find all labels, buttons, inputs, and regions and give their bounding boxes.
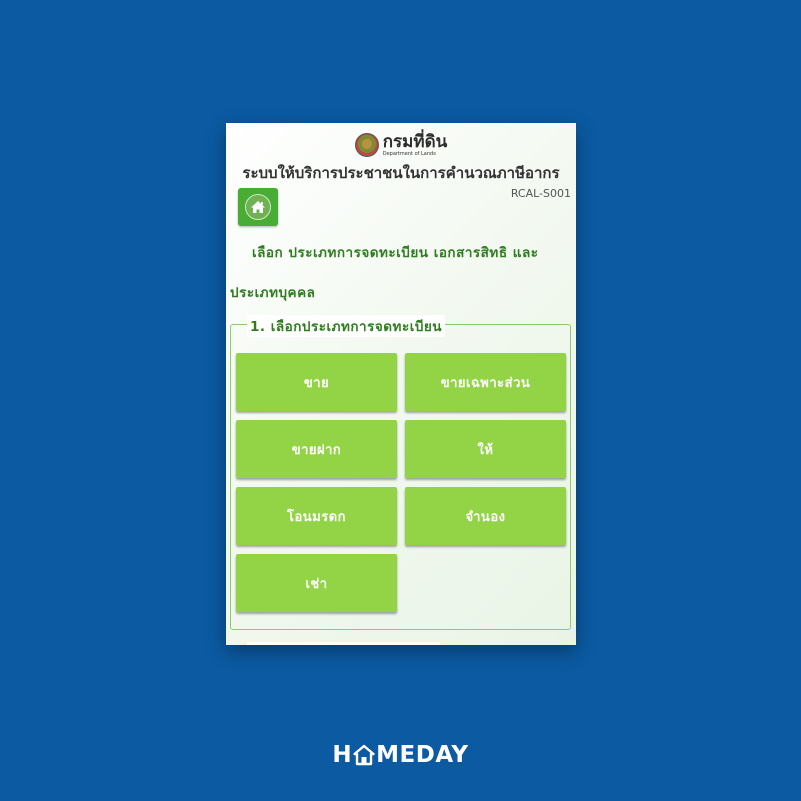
instruction-line-2: ประเภทบุคคล [230,285,316,301]
logo-title: กรมที่ดิน [382,131,448,152]
option-sale-button[interactable]: ขาย [236,353,397,411]
logo-subtitle: Department of Lands [382,150,436,157]
home-icon [250,200,266,214]
section-2-legend-clipped [247,642,440,645]
option-gift-button[interactable]: ให้ [405,420,566,478]
option-sale-with-redemption-button[interactable]: ขายฝาก [236,420,397,478]
department-seal-icon [355,133,379,157]
home-button[interactable] [238,188,278,226]
instruction-line-1: เลือก ประเภทการจดทะเบียน เอกสารสิทธิ และ [252,245,539,261]
homeday-logo: H MEDAY [332,742,469,768]
option-partial-sale-button[interactable]: ขายเฉพาะส่วน [405,353,566,411]
section-1-legend: 1. เลือกประเภทการจดทะเบียน [247,315,445,337]
page-code: RCAL-S001 [510,187,571,200]
option-mortgage-button[interactable]: จำนอง [405,487,566,545]
department-logo [226,131,576,159]
house-icon [353,744,375,766]
system-title: ระบบให้บริการประชาชนในการคำนวณภาษีอากร [242,164,560,182]
option-inheritance-button[interactable]: โอนมรดก [236,487,397,545]
option-lease-button[interactable]: เช่า [236,554,397,612]
app-screen [226,123,576,645]
